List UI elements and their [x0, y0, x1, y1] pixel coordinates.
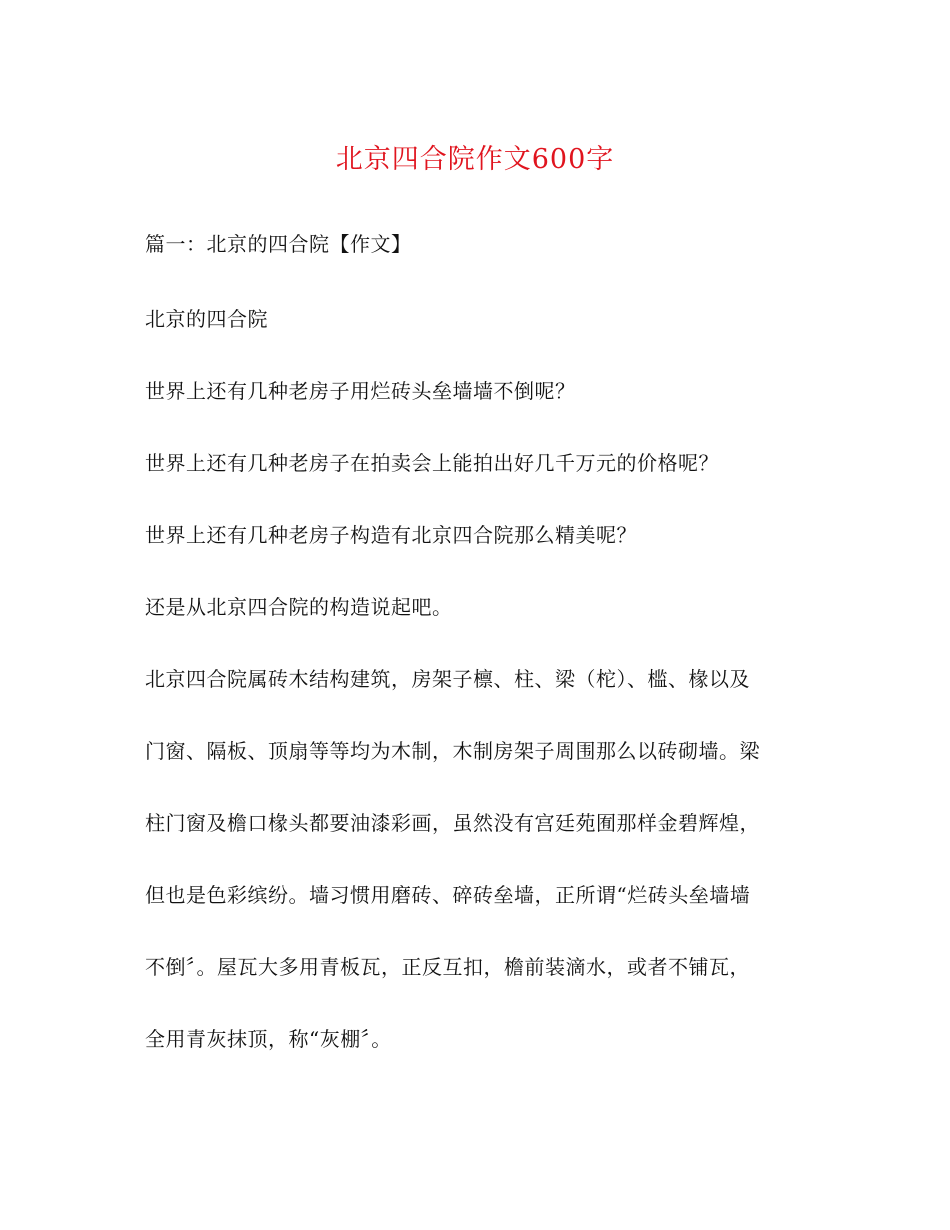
paragraph-line: 柱门窗及檐口椽头都要油漆彩画，虽然没有宫廷苑囿那样金碧辉煌，	[145, 811, 760, 835]
subheading: 北京的四合院	[145, 307, 268, 331]
paragraph-line: 不倒〞。屋瓦大多用青板瓦，正反互扣，檐前装滴水，或者不铺瓦，	[145, 955, 750, 979]
paragraph-line: 世界上还有几种老房子构造有北京四合院那么精美呢？	[145, 523, 637, 547]
paragraph-line: 世界上还有几种老房子用烂砖头垒墙墙不倒呢？	[145, 379, 576, 403]
paragraph-line: 全用青灰抹顶，称“灰棚〞。	[145, 1027, 392, 1051]
paragraph-line: 世界上还有几种老房子在拍卖会上能拍出好几千万元的价格呢？	[145, 451, 719, 475]
paragraph-line: 还是从北京四合院的构造说起吧。	[145, 595, 453, 619]
document-title: 北京四合院作文600字	[335, 144, 615, 175]
paragraph-line: 北京四合院属砖木结构建筑，房架子檩、柱、梁（柁）、槛、椽以及	[145, 667, 750, 691]
paragraph-line: 但也是色彩缤纷。墙习惯用磨砖、碎砖垒墙，正所谓“烂砖头垒墙墙	[145, 883, 751, 907]
section-heading: 篇一：北京的四合院【作文】	[145, 232, 412, 256]
paragraph-line: 门窗、隔板、顶扇等等均为木制，木制房架子周围那么以砖砌墙。梁	[145, 739, 760, 763]
